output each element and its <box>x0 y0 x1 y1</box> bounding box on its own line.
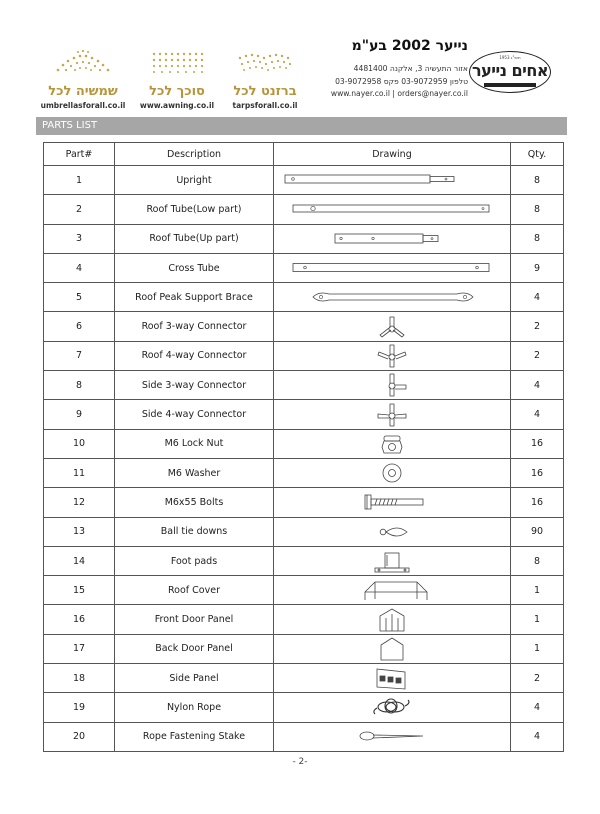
umbrella-dots-logo-icon <box>48 48 118 76</box>
side-3way-connector-icon <box>277 373 507 397</box>
part-drawing <box>274 253 511 282</box>
part-quantity: 4 <box>511 371 564 400</box>
tarp-dots-logo-icon <box>230 48 300 76</box>
table-row <box>44 195 564 224</box>
company-info <box>331 38 468 101</box>
table-row <box>44 693 564 722</box>
part-drawing <box>274 488 511 517</box>
table-row <box>44 429 564 458</box>
part-quantity: 16 <box>511 458 564 487</box>
company-phone: טלפון 03-9072959 פקס 03-9072958 <box>335 76 468 86</box>
table-row <box>44 458 564 487</box>
part-description: Front Door Panel <box>115 605 274 634</box>
part-drawing <box>274 517 511 546</box>
part-description: Rope Fastening Stake <box>115 722 274 751</box>
part-drawing <box>274 224 511 253</box>
part-drawing <box>274 664 511 693</box>
part-quantity: 4 <box>511 400 564 429</box>
part-description: Roof Tube(Up part) <box>115 224 274 253</box>
support-brace-icon <box>277 285 507 309</box>
parts-table <box>43 142 564 752</box>
part-quantity: 90 <box>511 517 564 546</box>
part-number: 15 <box>44 576 115 605</box>
part-drawing <box>274 429 511 458</box>
brand-hebrew-name: שמשיה לכל <box>48 84 118 99</box>
table-row <box>44 517 564 546</box>
table-row <box>44 722 564 751</box>
table-row <box>44 605 564 634</box>
side-4way-connector-icon <box>277 403 507 427</box>
section-title: PARTS LIST <box>36 117 567 135</box>
part-quantity: 2 <box>511 341 564 370</box>
part-quantity: 4 <box>511 283 564 312</box>
company-address: אזור התעשיה 3, אלקנה 4481400 <box>353 64 468 73</box>
header-quantity: Qty. <box>511 143 564 166</box>
part-drawing <box>274 312 511 341</box>
part-description: Roof Tube(Low part) <box>115 195 274 224</box>
part-description: Roof Cover <box>115 576 274 605</box>
table-header-row <box>44 143 564 166</box>
part-quantity: 16 <box>511 429 564 458</box>
fastening-stake-icon <box>277 725 507 749</box>
part-description: Foot pads <box>115 546 274 575</box>
part-quantity: 16 <box>511 488 564 517</box>
part-description: Roof 3-way Connector <box>115 312 274 341</box>
brand-hebrew-name: סוכך לכל <box>149 84 205 99</box>
part-description: Roof 4-way Connector <box>115 341 274 370</box>
cross-tube-icon <box>277 256 507 280</box>
roof-cover-icon <box>277 578 507 602</box>
part-quantity: 8 <box>511 224 564 253</box>
table-row <box>44 371 564 400</box>
brand-url: www.awning.co.il <box>139 101 215 110</box>
part-number: 12 <box>44 488 115 517</box>
table-row <box>44 341 564 370</box>
part-quantity: 1 <box>511 605 564 634</box>
roof-tube-up-icon <box>277 227 507 251</box>
front-door-panel-icon <box>277 608 507 632</box>
brand-hebrew-name: ברזנט לכל <box>233 84 297 99</box>
part-description: Nylon Rope <box>115 693 274 722</box>
roof-3way-connector-icon <box>277 315 507 339</box>
part-description: Ball tie downs <box>115 517 274 546</box>
part-drawing <box>274 634 511 663</box>
part-number: 13 <box>44 517 115 546</box>
table-row <box>44 546 564 575</box>
lock-nut-icon <box>277 432 507 456</box>
table-row <box>44 312 564 341</box>
part-quantity: 1 <box>511 634 564 663</box>
table-row <box>44 400 564 429</box>
part-quantity: 2 <box>511 664 564 693</box>
part-description: Upright <box>115 166 274 195</box>
company-web: www.nayer.co.il | orders@nayer.co.il <box>330 89 468 98</box>
brand-awning <box>134 48 220 111</box>
company-logo-text: אחים נייער <box>471 61 549 80</box>
part-drawing <box>274 400 511 429</box>
part-drawing <box>274 195 511 224</box>
foot-pad-icon <box>277 549 507 573</box>
part-number: 17 <box>44 634 115 663</box>
part-drawing <box>274 341 511 370</box>
part-drawing <box>274 371 511 400</box>
bolt-icon <box>277 490 507 514</box>
roof-tube-low-icon <box>277 197 507 221</box>
part-description: M6x55 Bolts <box>115 488 274 517</box>
part-number: 19 <box>44 693 115 722</box>
part-description: Side Panel <box>115 664 274 693</box>
part-drawing <box>274 693 511 722</box>
ball-tie-down-icon <box>277 520 507 544</box>
washer-icon <box>277 461 507 485</box>
part-drawing <box>274 283 511 312</box>
part-quantity: 4 <box>511 722 564 751</box>
table-row <box>44 664 564 693</box>
brand-umbrellas <box>40 48 126 111</box>
table-row <box>44 634 564 663</box>
nylon-rope-icon <box>277 695 507 719</box>
part-description: Roof Peak Support Brace <box>115 283 274 312</box>
company-logo-bar <box>484 83 536 87</box>
part-quantity: 8 <box>511 195 564 224</box>
part-number: 5 <box>44 283 115 312</box>
part-number: 6 <box>44 312 115 341</box>
part-drawing <box>274 722 511 751</box>
roof-4way-connector-icon <box>277 344 507 368</box>
part-description: Back Door Panel <box>115 634 274 663</box>
part-quantity: 4 <box>511 693 564 722</box>
part-number: 10 <box>44 429 115 458</box>
company-logo <box>469 51 551 93</box>
part-drawing <box>274 605 511 634</box>
page-number: - 2- <box>292 757 308 767</box>
part-number: 18 <box>44 664 115 693</box>
awning-dots-logo-icon <box>142 48 212 76</box>
side-panel-icon <box>277 666 507 690</box>
part-number: 3 <box>44 224 115 253</box>
table-row <box>44 576 564 605</box>
part-number: 20 <box>44 722 115 751</box>
brand-url: tarpsforall.co.il <box>232 101 298 110</box>
table-row <box>44 224 564 253</box>
part-number: 4 <box>44 253 115 282</box>
brand-tarps <box>222 48 308 111</box>
part-drawing <box>274 166 511 195</box>
header-part-number: Part# <box>44 143 115 166</box>
part-description: M6 Washer <box>115 458 274 487</box>
part-quantity: 2 <box>511 312 564 341</box>
table-row <box>44 283 564 312</box>
part-number: 16 <box>44 605 115 634</box>
back-door-panel-icon <box>277 637 507 661</box>
part-drawing <box>274 576 511 605</box>
brand-url: umbrellasforall.co.il <box>40 101 126 110</box>
part-description: Side 4-way Connector <box>115 400 274 429</box>
part-drawing <box>274 546 511 575</box>
part-quantity: 1 <box>511 576 564 605</box>
company-name: נייער 2002 בע"מ <box>351 38 468 54</box>
header-description: Description <box>115 143 274 166</box>
part-quantity: 8 <box>511 546 564 575</box>
part-number: 7 <box>44 341 115 370</box>
part-number: 8 <box>44 371 115 400</box>
part-number: 2 <box>44 195 115 224</box>
part-quantity: 8 <box>511 166 564 195</box>
part-number: 9 <box>44 400 115 429</box>
part-description: M6 Lock Nut <box>115 429 274 458</box>
part-description: Side 3-way Connector <box>115 371 274 400</box>
table-row <box>44 166 564 195</box>
part-number: 11 <box>44 458 115 487</box>
table-row <box>44 488 564 517</box>
company-logo-top: 1953 תשי"ג <box>499 55 521 60</box>
part-drawing <box>274 458 511 487</box>
part-number: 1 <box>44 166 115 195</box>
table-row <box>44 253 564 282</box>
part-number: 14 <box>44 546 115 575</box>
header-drawing: Drawing <box>274 143 511 166</box>
upright-tube-icon <box>277 168 507 192</box>
part-description: Cross Tube <box>115 253 274 282</box>
part-quantity: 9 <box>511 253 564 282</box>
